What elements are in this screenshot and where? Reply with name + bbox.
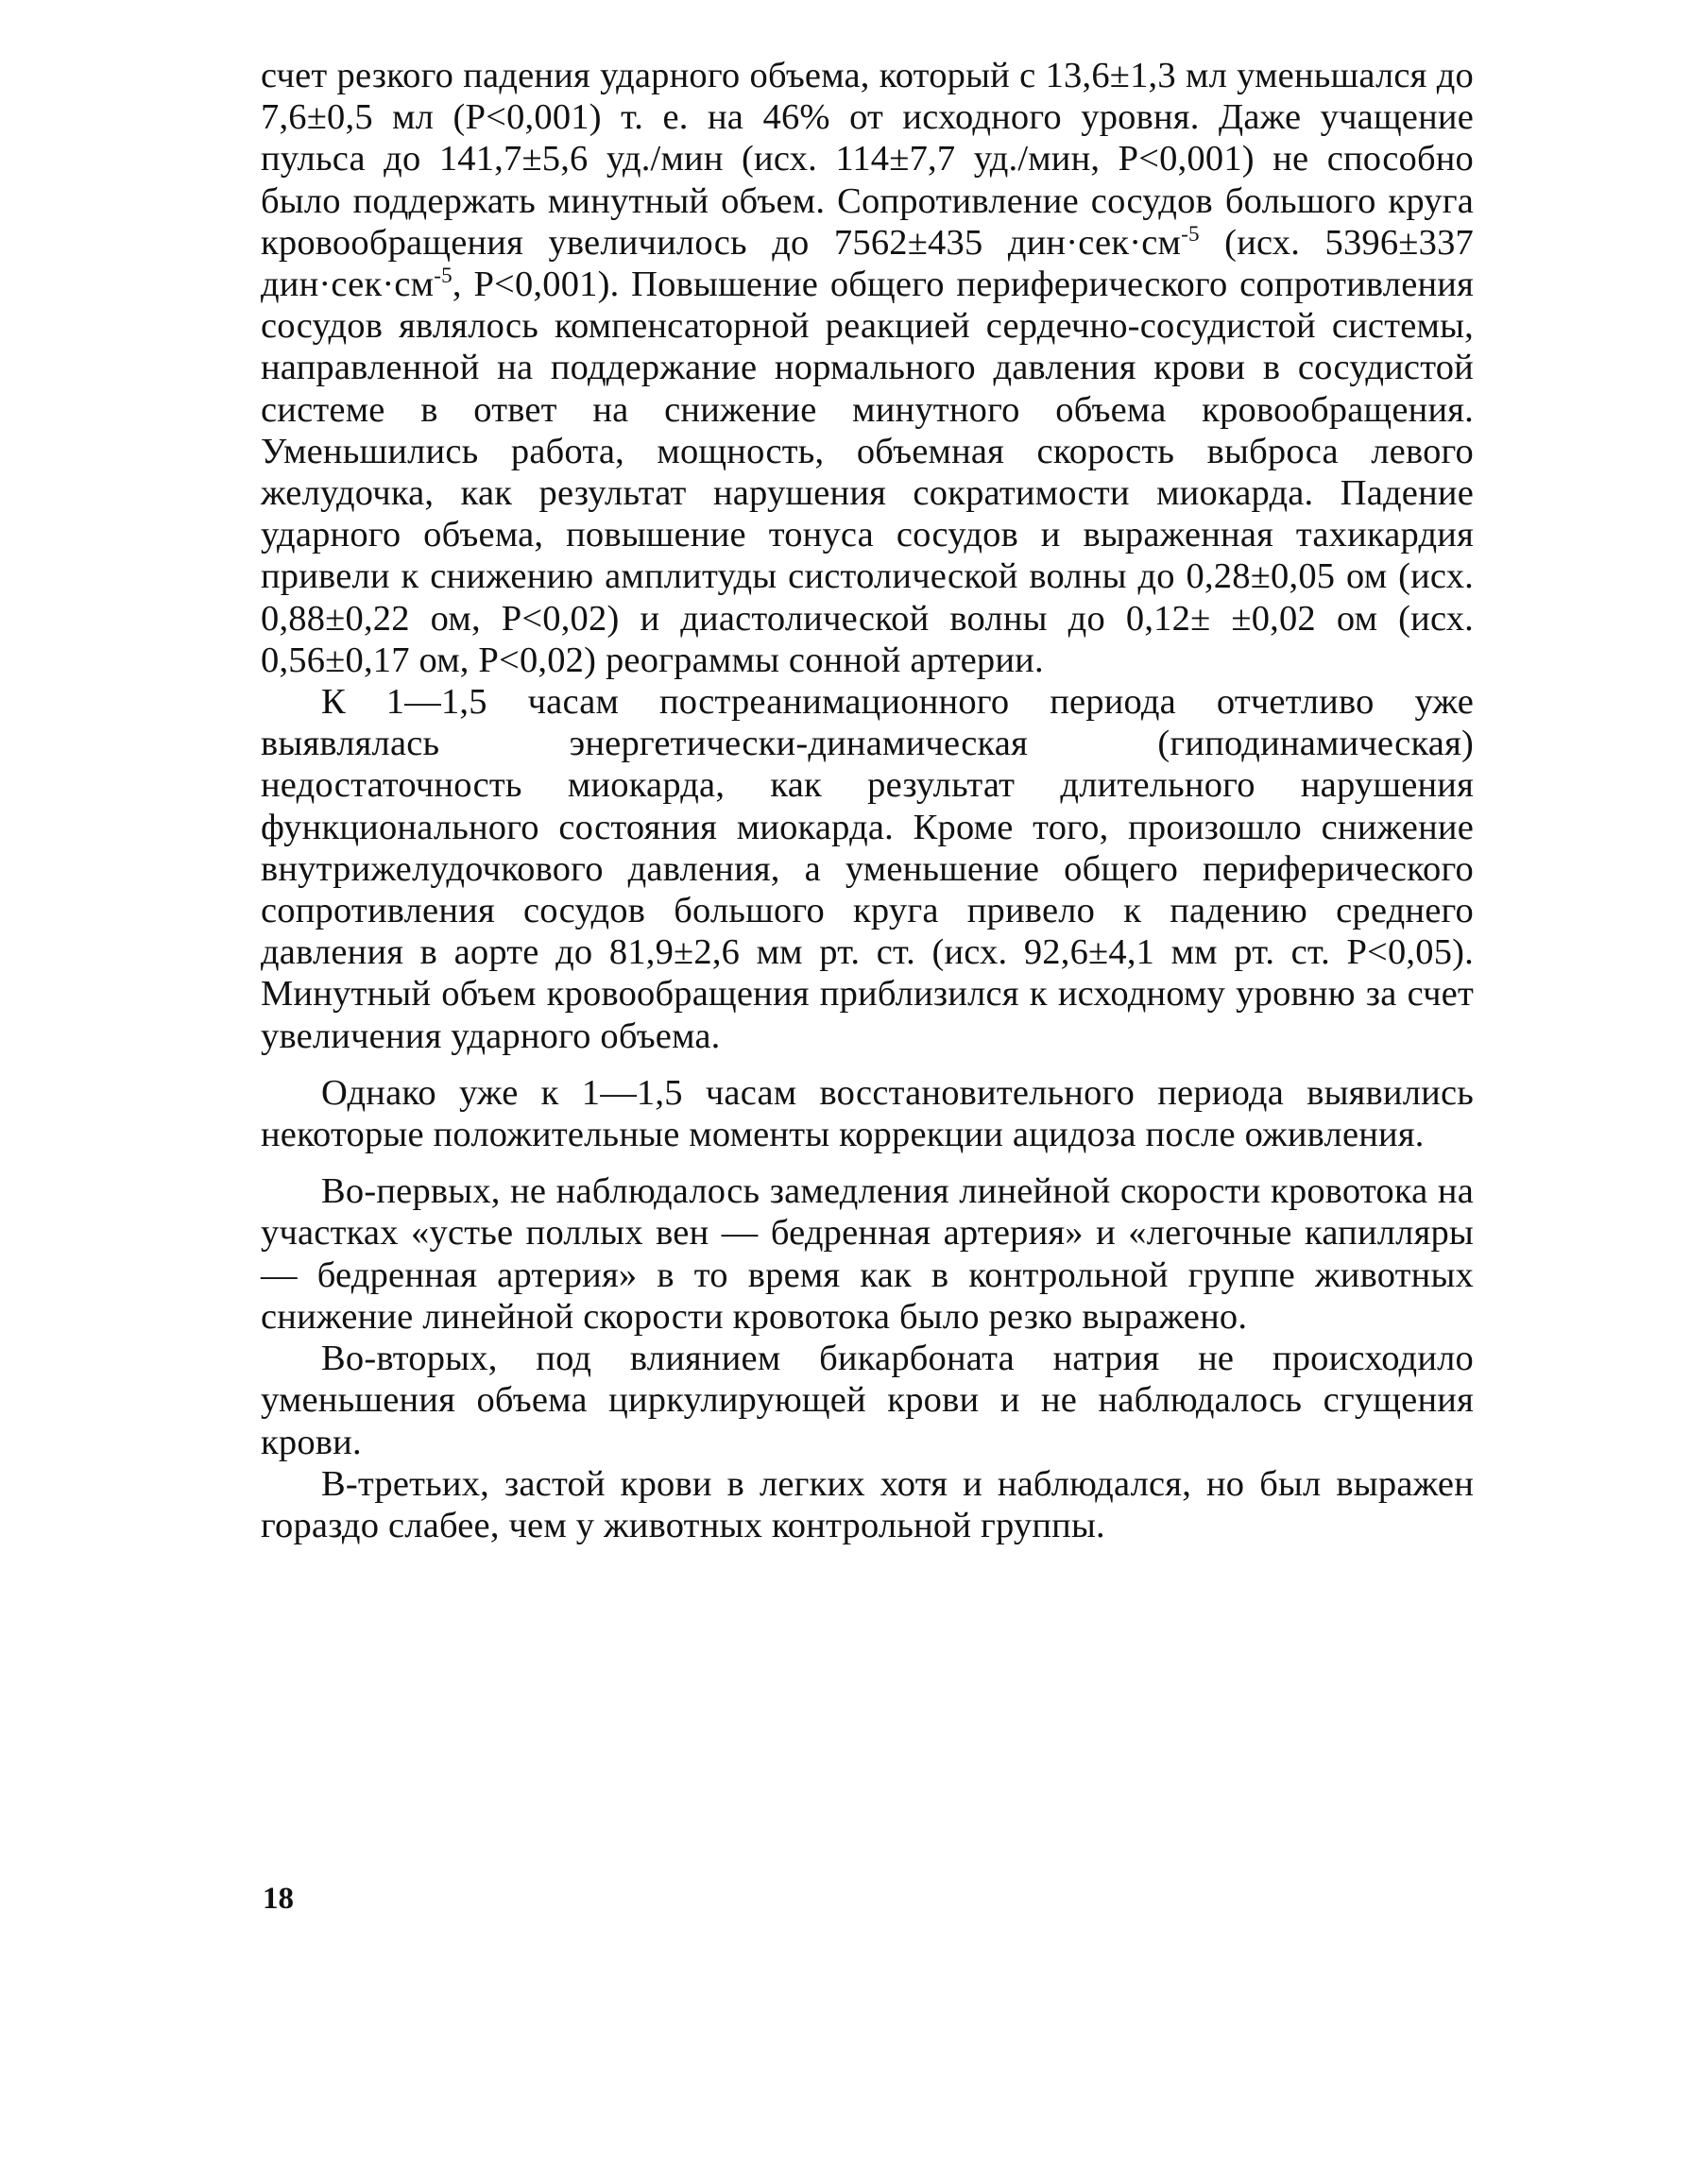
superscript-unit-2: -5	[434, 263, 453, 288]
paragraph-acidosis-correction: Однако уже к 1—1,5 часам восстановительного периода выявились некоторые положительные моменты коррекции ацидоза после оживления.	[261, 1072, 1474, 1155]
paragraph-1-text-after: , P<0,001). Повышение общего периферического сопротивления сосудов являлось компенсаторной реакцией сердечно-сосудистой системы, направленной на поддержание нормального давления крови в сосудистой системе в ответ на снижение минутного объема кровообращения. Уменьшились работа, мощность, объемная скорость выброса левого желудочка, как результат нарушения сократимости миокарда. Падение ударного объема, повышение тонуса сосудов и выраженная тахикардия привели к снижению амплитуды систолической волны до 0,28±0,05 ом (исх. 0,88±0,22 ом, P<0,02) и диастолической волны до 0,12± ±0,02 ом (исх. 0,56±0,17 ом, P<0,02) реограммы сонной артерии.	[261, 264, 1474, 680]
paragraph-secondly: Во-вторых, под влиянием бикарбоната натрия не происходило уменьшения объема циркулирующей крови и не наблюдалось сгущения крови.	[261, 1339, 1474, 1462]
paragraph-thirdly: В-третьих, застой крови в легких хотя и наблюдался, но был выражен гораздо слабее, чем у животных контрольной группы.	[261, 1463, 1474, 1545]
paragraph-post-resuscitation: К 1—1,5 часам постреанимационного периода отчетливо уже выявлялась энергетически-динамическая (гиподинамическая) недостаточность миокарда, как результат длительного нарушения функционального состояния миокарда. Кроме того, произошло снижение внутрижелудочкового давления, а уменьшение общего периферического сопротивления сосудов большого круга привело к падению среднего давления в аорте до 81,9±2,6 мм рт. ст. (исх. 92,6±4,1 мм рт. ст. P<0,05). Минутный объем кровообращения приблизился к исходному уровню за счет увеличения ударного объема.	[261, 682, 1474, 1056]
page-body	[261, 55, 1474, 1546]
paragraph-firstly: Во-первых, не наблюдалось замедления линейной скорости кровотока на участках «устье поллых вен — бедренная артерия» и «легочные капилляры — бедренная артерия» в то время как в контрольной группе животных снижение линейной скорости кровотока было резко выражено.	[261, 1171, 1474, 1337]
superscript-unit-1: -5	[1181, 220, 1200, 246]
paragraph-1-text-before: счет резкого падения ударного объема, который с 13,6±1,3 мл уменьшался до 7,6±0,5 мл (P<0,001) т. е. на 46% от исходного уровня. Даже учащение пульса до 141,7±5,6 уд./мин (исх. 114±7,7 уд./мин, P<0,001) не способно было поддержать минутный объем. Сопротивление сосудов большого круга кровообращения увеличилось до 7562±435 дин·сек·см	[261, 56, 1474, 263]
page-number: 18	[263, 1882, 294, 1916]
paragraph-1-text-middle: (исх. 5396±337 дин·сек·см	[261, 222, 1474, 305]
paragraph-hemodynamics	[261, 55, 1474, 681]
